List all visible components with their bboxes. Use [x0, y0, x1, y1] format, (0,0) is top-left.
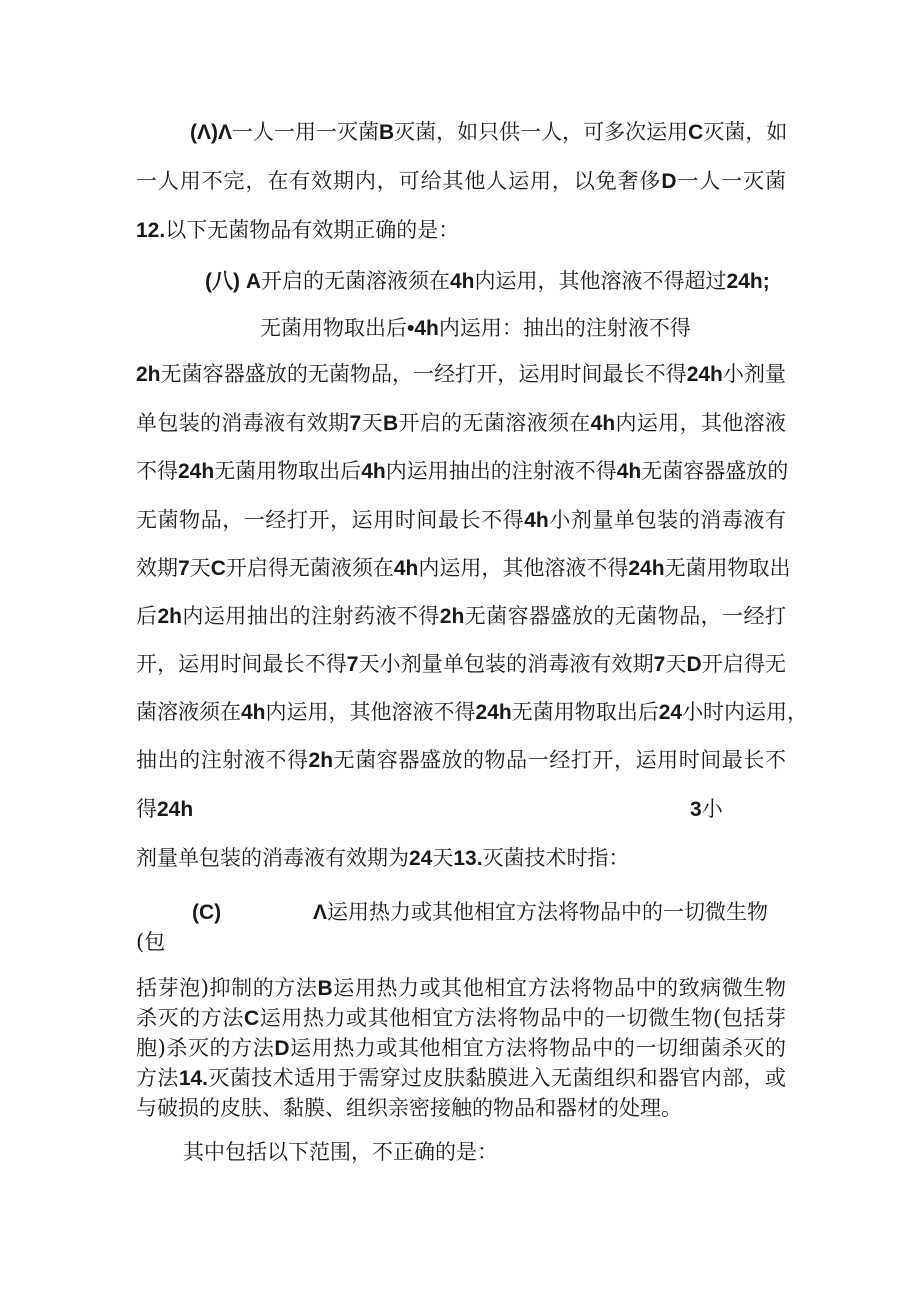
text-line	[136, 1063, 786, 1093]
body-text: 开启得无	[701, 652, 787, 676]
body-text: 小剂量单包装的消毒液有	[548, 508, 787, 532]
body-text: 运用热力或其他相宜方法将物品中的一切细菌杀灭的	[289, 1036, 786, 1060]
text-line	[136, 843, 630, 873]
text-line	[136, 505, 786, 535]
body-text: 内运用抽出的注射药液不得	[181, 604, 440, 628]
body-text: 无菌物品，一经打开，运用时间最长不得	[136, 508, 525, 532]
bold-label: 7	[178, 557, 190, 580]
bold-label: 2h	[308, 749, 334, 772]
text-line	[192, 897, 221, 927]
text-line	[136, 166, 786, 196]
bold-label: Λ	[313, 901, 328, 924]
text-line	[136, 973, 786, 1003]
body-text: 单包装的消毒液有效期	[136, 411, 350, 435]
text-line	[183, 1137, 498, 1167]
body-text: 灭菌技术适用于需穿过皮肤黏膜进入无菌组织和器官内部，或	[208, 1066, 787, 1090]
text-line	[136, 697, 809, 727]
bold-label: D	[661, 170, 677, 193]
body-text: 内运用抽出的注射液不得	[385, 459, 617, 483]
text-line	[136, 601, 786, 631]
body-text: 不得	[136, 459, 178, 483]
bold-label: 7	[349, 412, 362, 435]
body-text: 胞)杀灭的方法	[136, 1036, 275, 1060]
body-text: 得	[136, 797, 157, 821]
body-text: 无菌容器盛放的无菌物品，一经打开，运用时间最长不得	[160, 362, 687, 386]
body-text: 与破损的皮肤、黏膜、组织亲密接触的物品和器材的处理。	[136, 1096, 682, 1120]
body-text: 无菌容器盛放的无菌物品，一经打	[464, 604, 787, 628]
body-text: 天	[432, 846, 454, 870]
bold-label: (Λ)Λ	[190, 121, 232, 144]
bold-label: 7	[346, 653, 359, 676]
bold-label: 4h	[393, 557, 419, 580]
bold-label: 12.	[136, 219, 166, 242]
bold-label: 24h	[628, 557, 665, 580]
body-text: 无菌用物取出后	[260, 316, 407, 340]
text-line	[136, 927, 165, 957]
bold-label: 4h	[616, 460, 642, 483]
body-text: 内运用，其他溶液不得	[265, 700, 476, 724]
body-text: (包	[136, 930, 166, 954]
body-text: 运用热力或其他相宜方法将物品中的一切微生物	[327, 900, 769, 924]
bold-label: 24h;	[726, 270, 770, 293]
bold-label: D	[274, 1037, 290, 1060]
body-text: 一人用不完，在有效期内，可给其他人运用，以免奢侈	[136, 169, 662, 193]
bold-label: 24	[409, 847, 433, 870]
bold-label: 2h	[157, 605, 182, 628]
bold-label: B	[379, 121, 395, 144]
body-text: 小	[701, 797, 723, 821]
bold-label: 7	[653, 653, 666, 676]
body-text: 开启的无菌溶液须在	[261, 269, 450, 293]
bold-label: 2h	[439, 605, 465, 628]
body-text: 天	[665, 652, 687, 676]
body-text: 内运用，其他溶液	[615, 411, 787, 435]
body-text: 无菌用物取出	[664, 556, 791, 580]
bold-label: 24h	[178, 460, 215, 483]
bold-label: B	[382, 412, 399, 435]
body-text: 一人一用一灭菌	[232, 120, 379, 144]
body-text: 内运用，其他溶液不得超过	[474, 269, 727, 293]
body-text: 后	[136, 604, 158, 628]
body-text: 开，运用时间最长不得	[136, 652, 347, 676]
body-text: 方法	[136, 1066, 179, 1090]
bold-label: 4h	[590, 412, 616, 435]
text-line	[205, 266, 770, 296]
bold-label: 4h	[524, 509, 549, 532]
body-text: 效期	[136, 556, 178, 580]
bold-label: 2h	[136, 363, 161, 386]
body-text: 无菌用物取出后	[511, 700, 659, 724]
text-line	[313, 897, 768, 927]
text-line	[136, 553, 791, 583]
bold-label: C	[243, 1007, 260, 1030]
bold-label: 4h	[241, 701, 266, 724]
body-text: 灭菌，如只供一人，可多次运用	[394, 120, 689, 144]
text-line	[690, 794, 723, 824]
bold-label: 24h	[157, 798, 194, 821]
text-line	[136, 794, 193, 824]
text-line	[136, 215, 459, 245]
body-text: 菌溶液须在	[136, 700, 241, 724]
bold-label: (八) A	[205, 270, 261, 293]
text-line	[136, 408, 786, 438]
bold-label: 24h	[686, 363, 723, 386]
text-line	[136, 359, 786, 389]
bold-label: 24h	[475, 701, 512, 724]
body-text: 内运用，其他溶液不得	[418, 556, 629, 580]
text-line	[260, 313, 691, 343]
body-text: 运用热力或其他相宜方法将物品中的致病微生物	[332, 976, 786, 1000]
body-text: 以下无菌物品有效期正确的是：	[165, 218, 460, 242]
bold-label: B	[317, 977, 333, 1000]
text-line	[136, 1093, 682, 1123]
text-line	[190, 117, 787, 147]
bold-label: (C)	[192, 901, 222, 924]
bold-label: 14.	[178, 1067, 209, 1090]
bold-label: 3	[690, 798, 702, 821]
bold-label: 4h	[361, 460, 386, 483]
text-line	[136, 1033, 786, 1063]
body-text: 天	[361, 411, 383, 435]
body-text: 运用热力或其他相宜方法将物品中的一切微生物(包括芽	[259, 1006, 786, 1030]
bold-label: D	[686, 653, 702, 676]
body-text: 无菌容器盛放的物品一经打开，运用时间最长不	[333, 748, 786, 772]
body-text: 天小剂量单包装的消毒液有效期	[358, 652, 654, 676]
body-text: 小剂量	[722, 362, 787, 386]
body-text: 无菌容器盛放的	[641, 459, 789, 483]
bold-label: C	[688, 121, 704, 144]
body-text: 抽出的注射液不得	[136, 748, 309, 772]
bold-label: C	[210, 557, 226, 580]
text-line	[136, 456, 789, 486]
body-text: 一人一灭菌	[676, 169, 786, 193]
body-text: 灭菌技术时指：	[482, 846, 630, 870]
body-text: 剂量单包装的消毒液有效期为	[136, 846, 409, 870]
body-text: 括芽泡)抑制的方法	[136, 976, 318, 1000]
body-text: 天	[189, 556, 211, 580]
text-line	[136, 1003, 786, 1033]
text-line	[136, 649, 786, 679]
body-text: 开启得无菌液须在	[225, 556, 394, 580]
bold-label: 13.	[453, 847, 483, 870]
body-text: 杀灭的方法	[136, 1006, 244, 1030]
bold-label: •4h	[407, 317, 439, 340]
bold-label: 4h	[450, 270, 475, 293]
text-line	[136, 745, 786, 775]
body-text: 灭菌，如	[703, 120, 788, 144]
body-text: 内运用：抽出的注射液不得	[438, 316, 691, 340]
bold-label: 24	[658, 701, 683, 724]
body-text: 开启的无菌溶液须在	[398, 411, 591, 435]
body-text: 无菌用物取出后	[214, 459, 362, 483]
body-text: 小时内运用，	[682, 700, 809, 724]
body-text: 其中包括以下范围，不正确的是：	[183, 1140, 498, 1164]
